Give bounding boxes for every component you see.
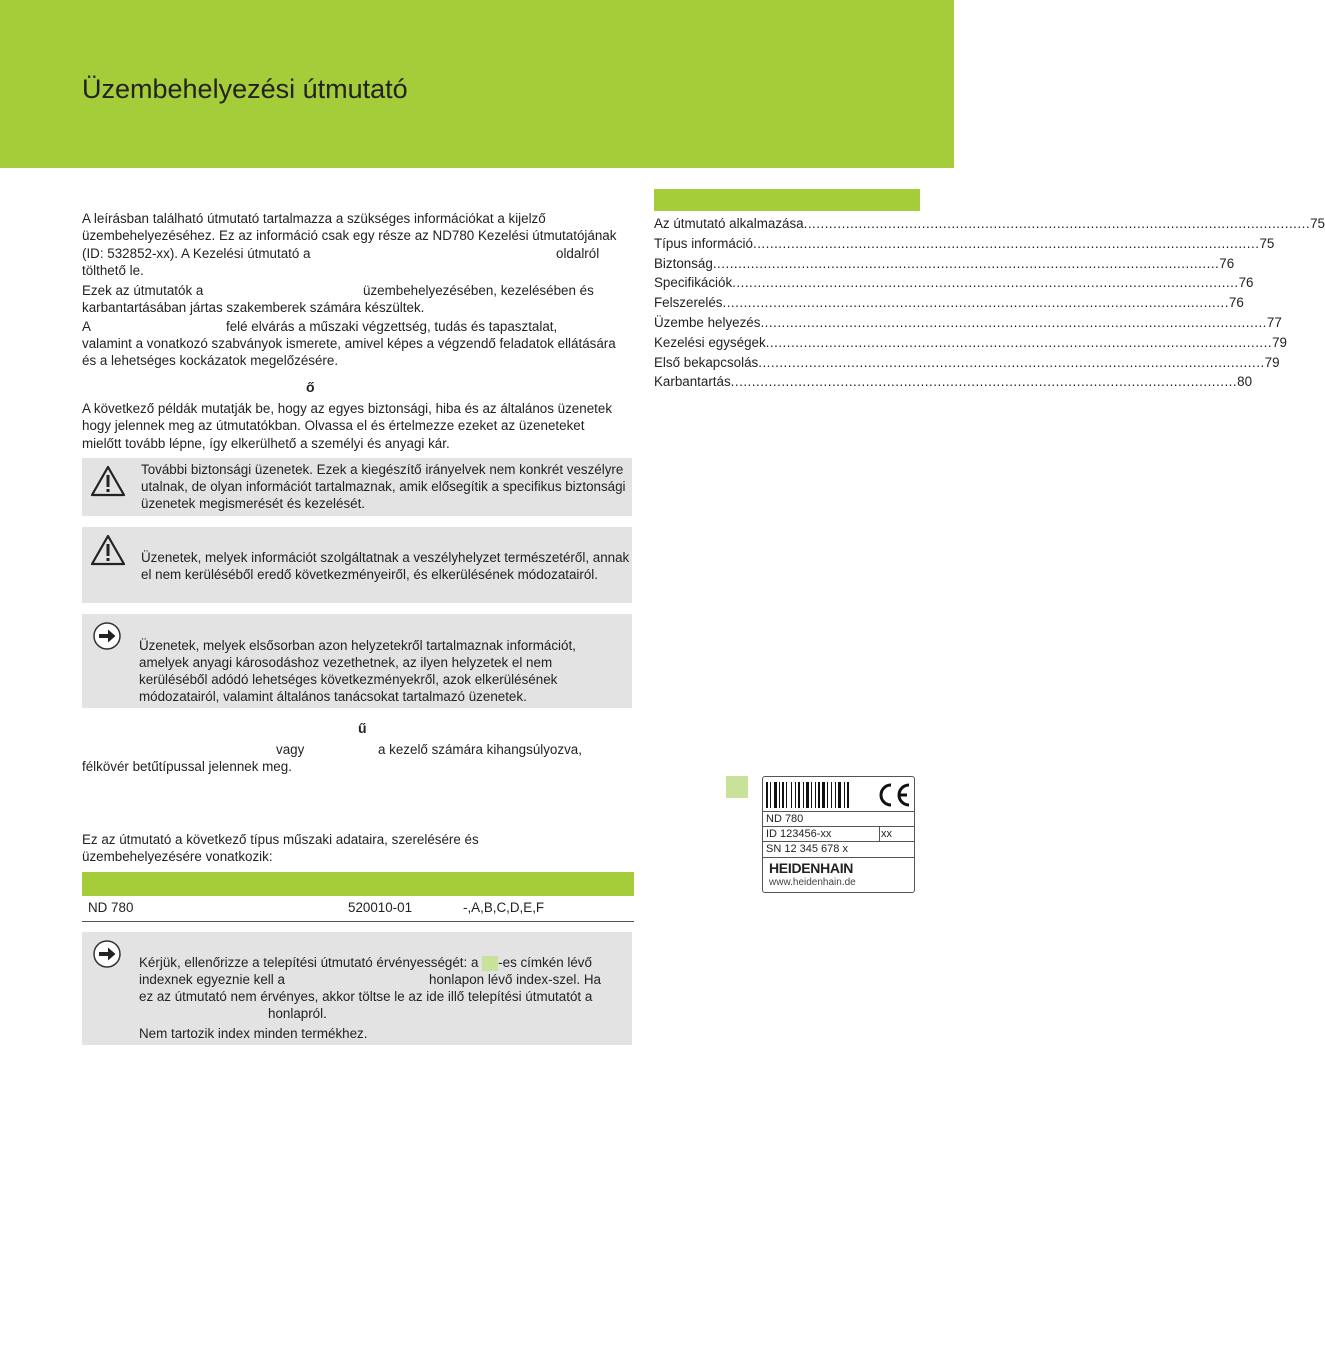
toc-leader-dots: ........................................................................................................................: [758, 354, 1265, 370]
intro-paragraph-1: [82, 210, 634, 262]
arrow-right-icon: [92, 939, 122, 974]
toc-entry-page: 75: [1259, 235, 1275, 251]
toc-entry[interactable]: [654, 216, 1325, 236]
table-row: [82, 896, 634, 922]
arrow-right-icon: [92, 621, 122, 656]
validity-line-1: [139, 954, 629, 971]
validity-line-1b: -es címkén lévő: [498, 955, 592, 970]
label-model: ND 780: [766, 813, 804, 825]
note-2-text: Üzenetek, melyek információt szolgáltatnak a veszélyhelyzet természetéről, annak el nem kerüléséből eredő következményeiről, és elkerülésének módozatairól.: [141, 550, 630, 582]
page-title: Üzembehelyezési útmutató: [82, 74, 408, 104]
label-serial-row: [763, 841, 914, 857]
note-validity: [82, 932, 632, 1045]
id-label-swatch: [482, 956, 498, 971]
toc-entry-page: 80: [1237, 374, 1253, 390]
section2-heading: ű: [358, 720, 367, 736]
toc-leader-dots: ........................................................................................................................: [803, 216, 1311, 231]
toc-leader-dots: ........................................................................................................................: [765, 334, 1273, 350]
table-of-contents: [654, 216, 1325, 394]
intro-p3-start: A: [82, 319, 91, 334]
toc-entry-title: Típus információ: [654, 235, 753, 251]
table-cell-index: -,A,B,C,D,E,F: [463, 900, 545, 915]
note-notice: [82, 614, 632, 708]
toc-entry-page: 76: [1219, 255, 1235, 271]
validity-line-3: ez az útmutató nem érvényes, akkor töltse le az ide illő telepítési útmutatót a: [139, 989, 593, 1004]
toc-entry[interactable]: [654, 314, 1282, 335]
label-id: ID 123456-xx: [766, 828, 832, 840]
validity-line-2a: indexnek egyeznie kell a: [139, 972, 285, 987]
label-index: xx: [881, 828, 892, 840]
toc-leader-dots: ........................................................................................................................: [712, 255, 1220, 271]
toc-entry[interactable]: [654, 235, 1275, 256]
toc-entry-page: 76: [1228, 295, 1244, 311]
section1-text: A következő példák mutatják be, hogy az egyes biztonsági, hiba és az általános üzenetek hogy jelennek meg az útmutatókban. Olvassa el és értelmezze ezeket az üzeneteket mielőtt tovább lépne, így elkerülhető a személyi és anyagi kár.: [82, 401, 613, 451]
toc-entry-title: Kezelési egységek: [654, 334, 766, 350]
toc-entry-title: Üzembe helyezés: [654, 314, 761, 330]
toc-entry-page: 79: [1272, 334, 1288, 350]
toc-header-bar: [654, 189, 920, 211]
intro-text-1: A leírásban található útmutató tartalmazza a szükséges információkat a kijelző üzembehelyezéséhez. Ez az információ csak egy része az ND780 Kezelési útmutatójának (ID: 532852-xx). A Kezelési útmutató a: [82, 211, 617, 261]
validity-line-5: Nem tartozik index minden termékhez.: [139, 1026, 368, 1041]
toc-leader-dots: ........................................................................................................................: [732, 275, 1239, 291]
barcode-icon: [766, 782, 871, 811]
toc-entry-page: 76: [1238, 275, 1254, 291]
ce-mark-icon: [876, 780, 912, 813]
warning-triangle-icon: [90, 464, 126, 503]
label-serial: SN 12 345 678 x: [766, 843, 848, 855]
applies-text: Ez az útmutató a következő típus műszaki adataira, szerelésére és üzembehelyezésére vonatkozik:: [82, 832, 479, 865]
toc-entry-page: 77: [1266, 314, 1282, 330]
intro-end-1: tölthető le.: [82, 263, 144, 278]
section2-line2: félkövér betűtípussal jelennek meg.: [82, 759, 292, 774]
warning-triangle-icon: [90, 533, 126, 572]
note-safety-general: [82, 458, 632, 516]
section2-rest: a kezelő számára kihangsúlyozva,: [378, 742, 582, 757]
validity-line-4: honlapról.: [268, 1006, 327, 1021]
intro-p3-rest: felé elvárás a műszaki végzettség, tudás és tapasztalat,: [226, 319, 558, 334]
toc-entry[interactable]: [654, 334, 1288, 355]
intro-tail-1: oldalról: [556, 246, 600, 261]
toc-entry-title: Felszerelés: [654, 295, 723, 311]
toc-leader-dots: ........................................................................................................................: [760, 314, 1267, 330]
toc-entry[interactable]: [654, 255, 1235, 276]
validity-line-2b: honlapon lévő index-szel. Ha: [429, 972, 601, 987]
validity-line-1a: Kérjük, ellenőrizze a telepítési útmutató érvényességét: a: [139, 955, 479, 970]
section2-vagy: vagy: [276, 742, 305, 757]
toc-entry-title: Első bekapcsolás: [654, 354, 759, 370]
heidenhain-logo: HEIDENHAIN: [769, 860, 854, 876]
label-url: www.heidenhain.de: [769, 877, 856, 888]
label-brand-row: [763, 857, 914, 892]
label-id-row: [763, 826, 914, 842]
toc-leader-dots: ........................................................................................................................: [722, 295, 1229, 311]
note-danger: [82, 527, 632, 603]
id-label: [762, 776, 915, 893]
intro-p3-lines: valamint a vonatkozó szabványok ismerete, amivel képes a végzendő feladatok ellátására és a lehetséges kockázatok megelőzésére.: [82, 336, 616, 369]
table-cell-model: ND 780: [88, 900, 134, 915]
toc-entry[interactable]: [654, 295, 1244, 315]
toc-leader-dots: ........................................................................................................................: [752, 235, 1260, 251]
table-header-bar: [82, 872, 634, 896]
note-3-text: Üzenetek, melyek elsősorban azon helyzetekről tartalmaznak információt, amelyek anyagi károsodáshoz vezethetnek, az ilyen helyzetek el nem kerüléséből adódó lehetséges következményekről, azok elkerülésének módozatairól, valamint általános tanácsokat tartalmazó üzenetek.: [139, 638, 576, 704]
label-model-row: [763, 811, 914, 827]
intro-p2-start: Ezek az útmutatók a: [82, 283, 204, 298]
toc-entry-title: Biztonság: [654, 255, 713, 271]
intro-p2-line2: karbantartásában jártas szakemberek számára készültek.: [82, 300, 425, 315]
table-cell-id: 520010-01: [348, 900, 413, 915]
toc-entry[interactable]: [654, 374, 1253, 394]
note-1-text: További biztonsági üzenetek. Ezek a kiegészítő irányelvek nem konkrét veszélyre utalnak, de olyan információt tartalmaznak, amik elősegítik a specifikus biztonsági üzenetek megismerését és kezelését.: [141, 462, 626, 511]
toc-entry[interactable]: [654, 275, 1254, 295]
section1-heading: ő: [306, 379, 315, 395]
intro-p2-rest: üzembehelyezésében, kezelésében és: [363, 283, 594, 298]
toc-entry-title: Karbantartás: [654, 374, 731, 390]
toc-leader-dots: ........................................................................................................................: [730, 374, 1238, 390]
toc-entry-title: Specifikációk: [654, 275, 733, 291]
toc-entry-title: Az útmutató alkalmazása: [654, 216, 804, 231]
toc-entry-page: 75: [1310, 216, 1325, 231]
id-label-marker: [726, 776, 748, 798]
page-header: [0, 0, 954, 168]
toc-entry[interactable]: [654, 354, 1280, 375]
toc-entry-page: 79: [1264, 354, 1280, 370]
